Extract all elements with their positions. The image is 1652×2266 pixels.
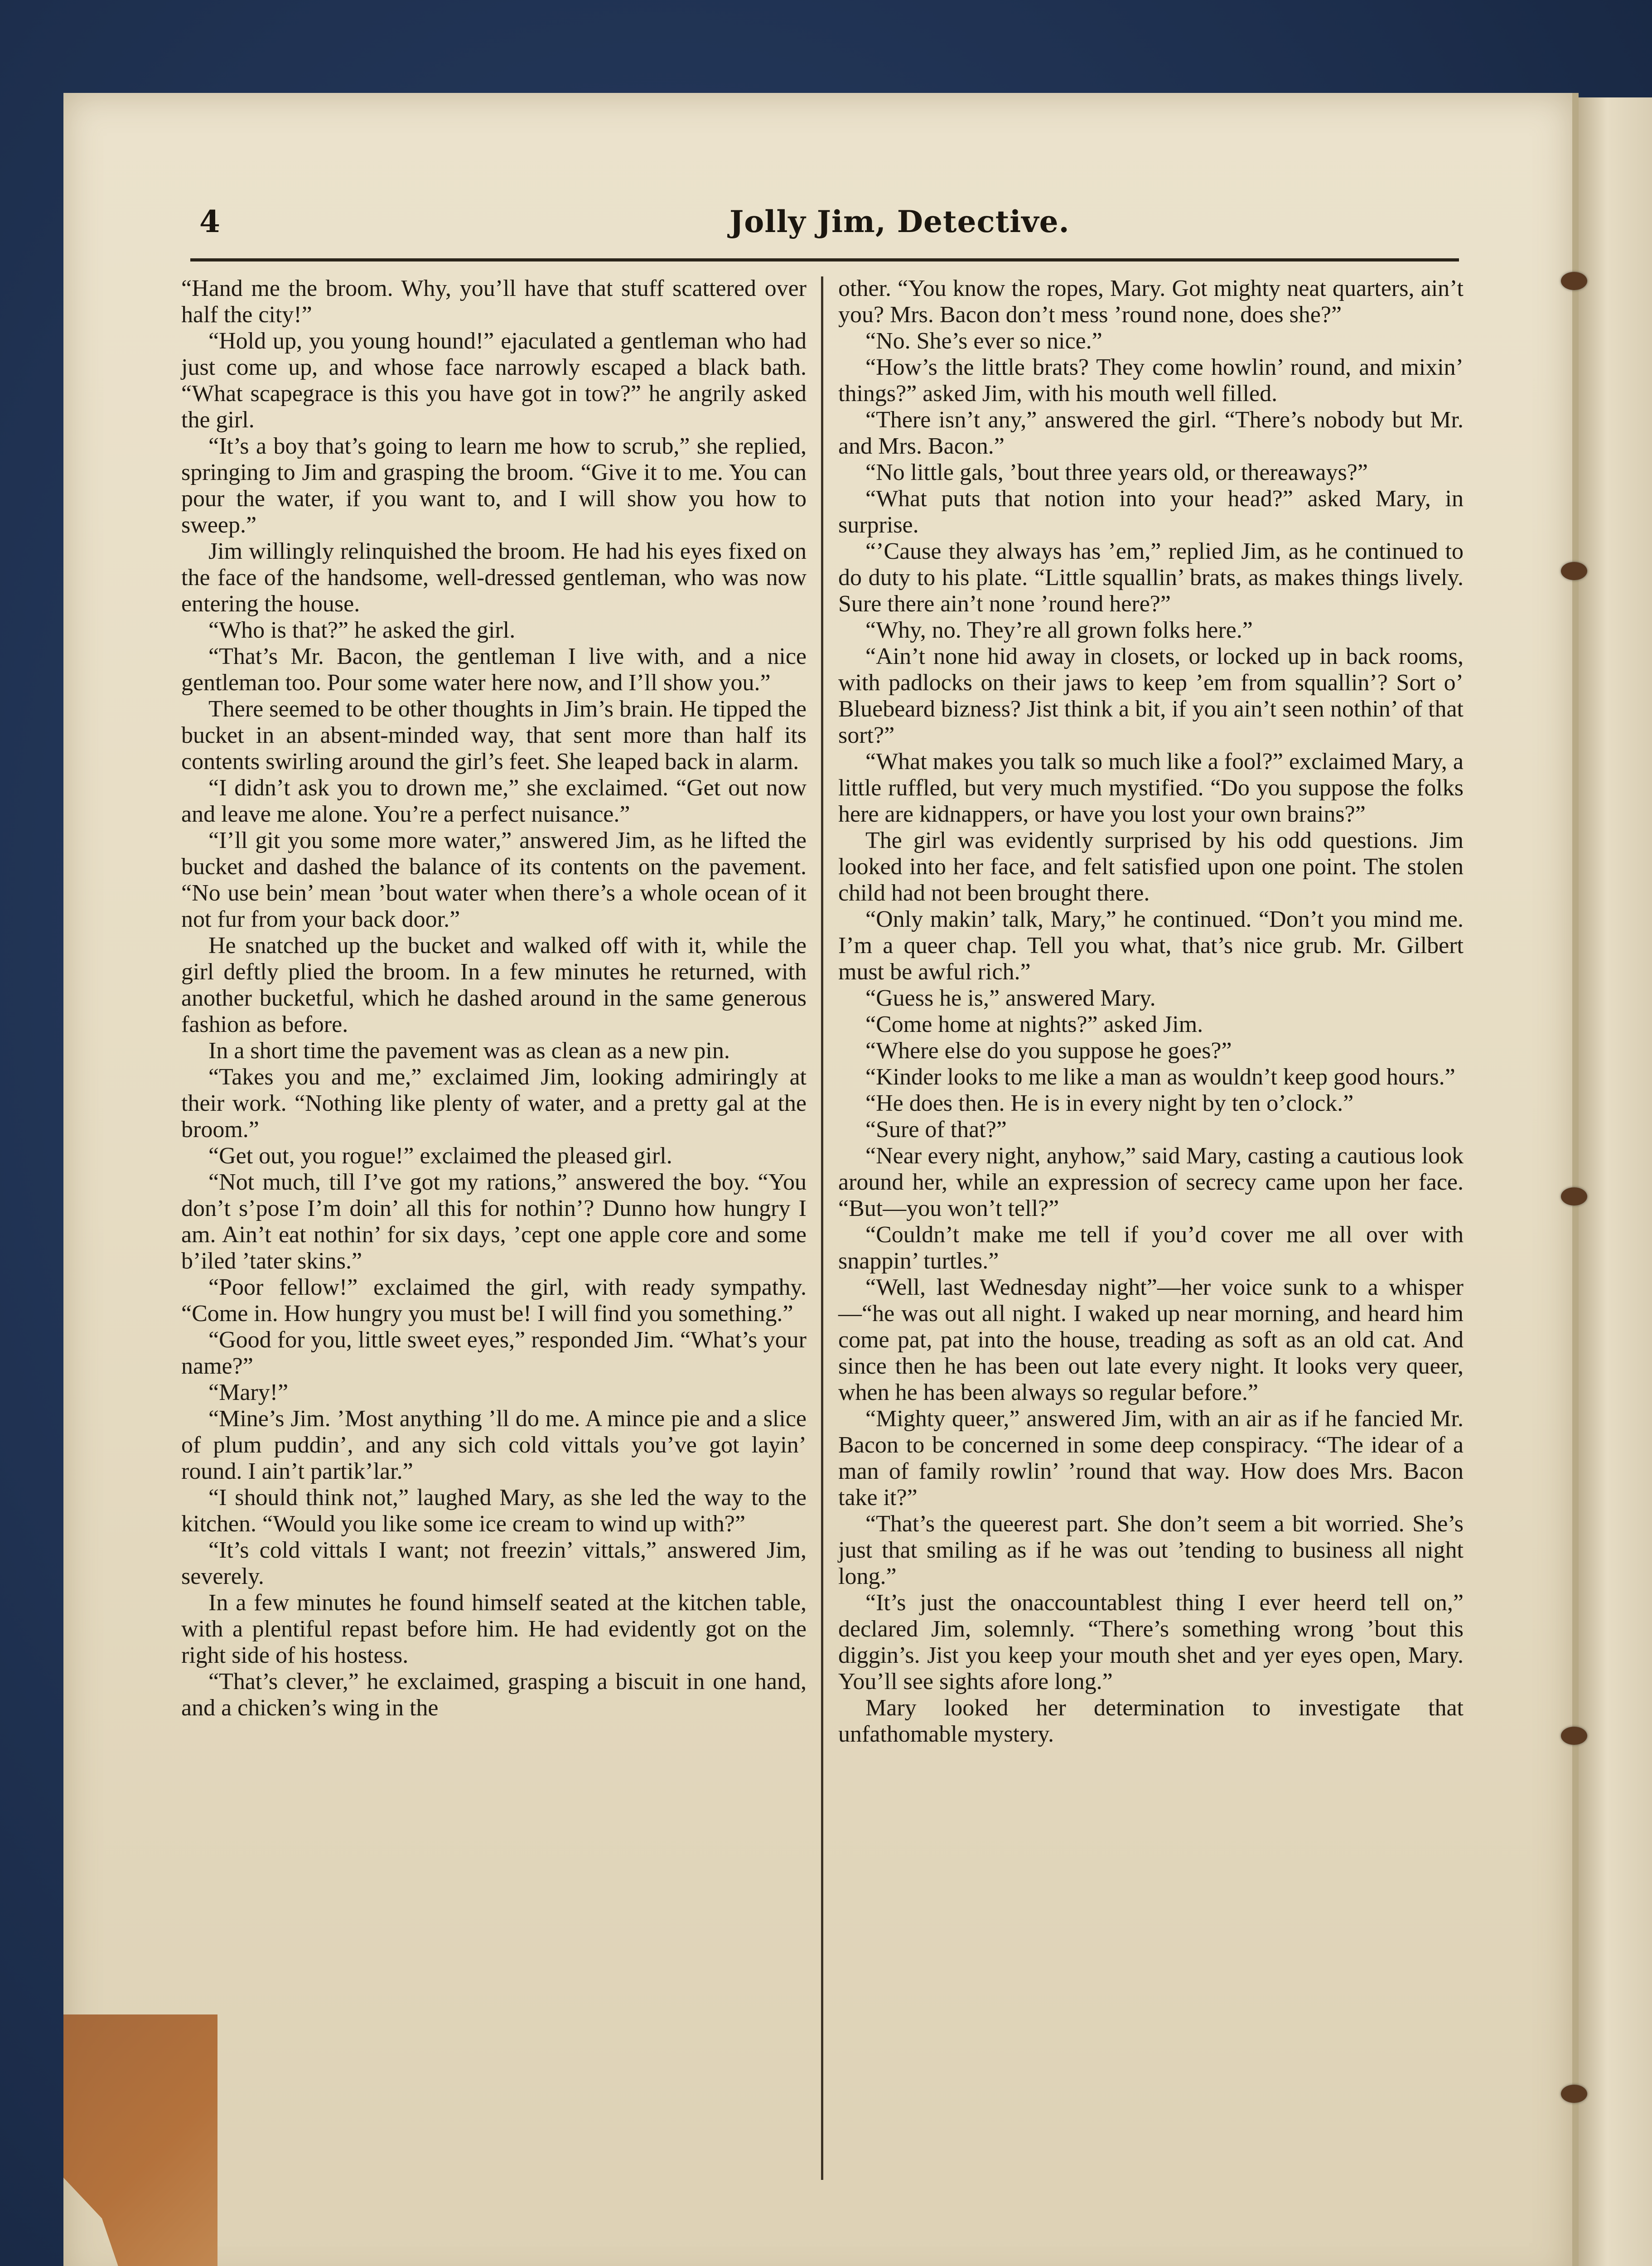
page-number: 4 xyxy=(199,204,220,239)
paragraph: “No little gals, ’bout three years old, or thereaways?” xyxy=(865,460,1368,485)
paragraph: “Poor fellow!” exclaimed the girl, with ready sympathy. “Come in. How hungry you must be! I will find you something.” xyxy=(181,1274,807,1327)
paragraph: “Near every night, anyhow,” said Mary, casting a cautious look around her, while an expression of secrecy came upon her face. “But—you won’t tell?” xyxy=(838,1143,1464,1221)
paragraph: “Well, last Wednesday night”—her voice sunk to a whisper—“he was out all night. I waked up near morning, and heard him come pat, pat into the house, treading as soft as an old cat. And since then he has been out late every night. It looks very queer, when he has been always so regular before.” xyxy=(838,1274,1464,1405)
binding-staple xyxy=(1561,2085,1587,2103)
paragraph: “It’s just the onaccountablest thing I ever heerd tell on,” declared Jim, solemnly. “There’s something wrong ’bout this diggin’s. Jist you keep your mouth shet and yer eyes open, Mary. You’ll see sights afore long.” xyxy=(838,1590,1464,1695)
paragraph: “That’s the queerest part. She don’t seem a bit worried. She’s just that smiling as if he was out ’tending to business all night long.” xyxy=(838,1511,1464,1589)
paragraph: “He does then. He is in every night by ten o’clock.” xyxy=(865,1090,1354,1116)
right-column xyxy=(838,276,1464,1748)
paragraph: “How’s the little brats? They come howlin’ round, and mixin’ things?” asked Jim, with his mouth well filled. xyxy=(838,354,1464,407)
paragraph: “Only makin’ talk, Mary,” he continued. “Don’t you mind me. I’m a queer chap. Tell you what, that’s nice grub. Mr. Gilbert must be awful rich.” xyxy=(838,906,1464,985)
paragraph: “Mine’s Jim. ’Most anything ’ll do me. A mince pie and a slice of plum puddin’, and any sich cold vittals you’ve got layin’ round. I ain’t partik’lar.” xyxy=(181,1406,807,1484)
paragraph: “Come home at nights?” asked Jim. xyxy=(865,1012,1203,1037)
adjacent-page-edge xyxy=(1572,97,1652,2266)
paragraph: “Good for you, little sweet eyes,” responded Jim. “What’s your name?” xyxy=(181,1327,807,1379)
column-divider xyxy=(821,276,823,2180)
paragraph: “Kinder looks to me like a man as wouldn’t keep good hours.” xyxy=(865,1064,1455,1090)
binding-staple xyxy=(1561,562,1587,580)
paragraph: The girl was evidently surprised by his odd questions. Jim looked into her face, and felt satisfied upon one point. The stolen child had not been brought there. xyxy=(838,828,1464,906)
paragraph: “Ain’t none hid away in closets, or locked up in back rooms, with padlocks on their jaws to keep ’em from squallin’? Sort o’ Bluebeard bizness? Jist think a bit, if you ain’t seen nothin’ of that sort?” xyxy=(838,644,1464,748)
paragraph: “’Cause they always has ’em,” replied Jim, as he continued to do duty to his plate. “Little squallin’ brats, as makes things lively. Sure there ain’t none ’round here?” xyxy=(838,538,1464,617)
paragraph: Mary looked her determination to investigate that unfathomable mystery. xyxy=(838,1695,1464,1747)
paragraph: He snatched up the bucket and walked off with it, while the girl deftly plied the broom. In a few minutes he returned, with another bucketful, which he dashed around in the same generous fashion as before. xyxy=(181,933,807,1037)
paragraph: “What makes you talk so much like a fool?” exclaimed Mary, a little ruffled, but very much mystified. “Do you suppose the folks here are kidnappers, or have you lost your own brains?” xyxy=(838,749,1464,827)
paragraph: “Sure of that?” xyxy=(865,1117,1007,1143)
paragraph: “I’ll git you some more water,” answered Jim, as he lifted the bucket and dashed the balance of its contents on the pavement. “No use bein’ mean ’bout water when there’s a whole ocean of it not fur from your back door.” xyxy=(181,828,807,932)
paragraph: “No. She’s ever so nice.” xyxy=(865,328,1102,354)
paragraph: Jim willingly relinquished the broom. He had his eyes fixed on the face of the handsome, well-dressed gentleman, who was now entering the house. xyxy=(181,538,807,617)
paragraph: “Hand me the broom. Why, you’ll have that stuff scattered over half the city!” xyxy=(181,276,807,328)
binding-staple xyxy=(1561,272,1587,290)
paragraph: “Mary!” xyxy=(208,1380,289,1405)
paragraph: There seemed to be other thoughts in Jim’s brain. He tipped the bucket in an absent-minded way, that sent more than half its contents swirling around the girl’s feet. She leaped back in alarm. xyxy=(181,696,807,775)
running-title: Jolly Jim, Detective. xyxy=(729,204,1070,239)
paragraph: “There isn’t any,” answered the girl. “There’s nobody but Mr. and Mrs. Bacon.” xyxy=(838,407,1464,459)
binding-staple xyxy=(1561,1187,1587,1206)
paragraph: other. “You know the ropes, Mary. Got mighty neat quarters, ain’t you? Mrs. Bacon don’t mess ’round none, does she?” xyxy=(838,276,1464,328)
paragraph: In a few minutes he found himself seated at the kitchen table, with a plentiful repast before him. He had evidently got on the right side of his hostess. xyxy=(181,1590,807,1668)
paragraph: “I didn’t ask you to drown me,” she exclaimed. “Get out now and leave me alone. You’re a perfect nuisance.” xyxy=(181,775,807,827)
page-header xyxy=(131,193,1459,261)
paragraph: “Who is that?” he asked the girl. xyxy=(208,617,516,643)
paragraph: “Mighty queer,” answered Jim, with an air as if he fancied Mr. Bacon to be concerned in some deep conspiracy. “The idear of a man of family rowlin’ ’round that way. How does Mrs. Bacon take it?” xyxy=(838,1406,1464,1511)
paragraph: “Hold up, you young hound!” ejaculated a gentleman who had just come up, and whose face narrowly escaped a black bath. “What scapegrace is this you have got in tow?” he angrily asked the girl. xyxy=(181,328,807,433)
paragraph: “Couldn’t make me tell if you’d cover me all over with snappin’ turtles.” xyxy=(838,1222,1464,1274)
paragraph: In a short time the pavement was as clean as a new pin. xyxy=(208,1038,730,1064)
water-stain xyxy=(63,2014,217,2266)
paragraph: “Not much, till I’ve got my rations,” answered the boy. “You don’t s’pose I’m doin’ all this for nothin’? Dunno how hungry I am. Ain’t eat nothin’ for six days, ’cept one apple core and some b’iled ’tater skins.” xyxy=(181,1169,807,1274)
left-column xyxy=(181,276,807,1721)
paragraph: “Takes you and me,” exclaimed Jim, looking admiringly at their work. “Nothing like plenty of water, and a pretty gal at the broom.” xyxy=(181,1064,807,1143)
paragraph: “I should think not,” laughed Mary, as she led the way to the kitchen. “Would you like some ice cream to wind up with?” xyxy=(181,1485,807,1537)
paragraph: “Why, no. They’re all grown folks here.” xyxy=(865,617,1253,643)
paragraph: “It’s cold vittals I want; not freezin’ vittals,” answered Jim, severely. xyxy=(181,1537,807,1589)
paragraph: “It’s a boy that’s going to learn me how to scrub,” she replied, springing to Jim and grasping the broom. “Give it to me. You can pour the water, if you want to, and I will show you how to sweep.” xyxy=(181,433,807,538)
paragraph: “That’s Mr. Bacon, the gentleman I live with, and a nice gentleman too. Pour some water here now, and I’ll show you.” xyxy=(181,644,807,696)
binding-staple xyxy=(1561,1727,1587,1745)
paragraph: “Get out, you rogue!” exclaimed the pleased girl. xyxy=(208,1143,672,1169)
header-rule xyxy=(190,258,1459,261)
paragraph: “What puts that notion into your head?” asked Mary, in surprise. xyxy=(838,486,1464,538)
paragraph: “Where else do you suppose he goes?” xyxy=(865,1038,1232,1064)
paragraph: “That’s clever,” he exclaimed, grasping a biscuit in one hand, and a chicken’s wing in the xyxy=(181,1669,807,1721)
paragraph: “Guess he is,” answered Mary. xyxy=(865,985,1156,1011)
